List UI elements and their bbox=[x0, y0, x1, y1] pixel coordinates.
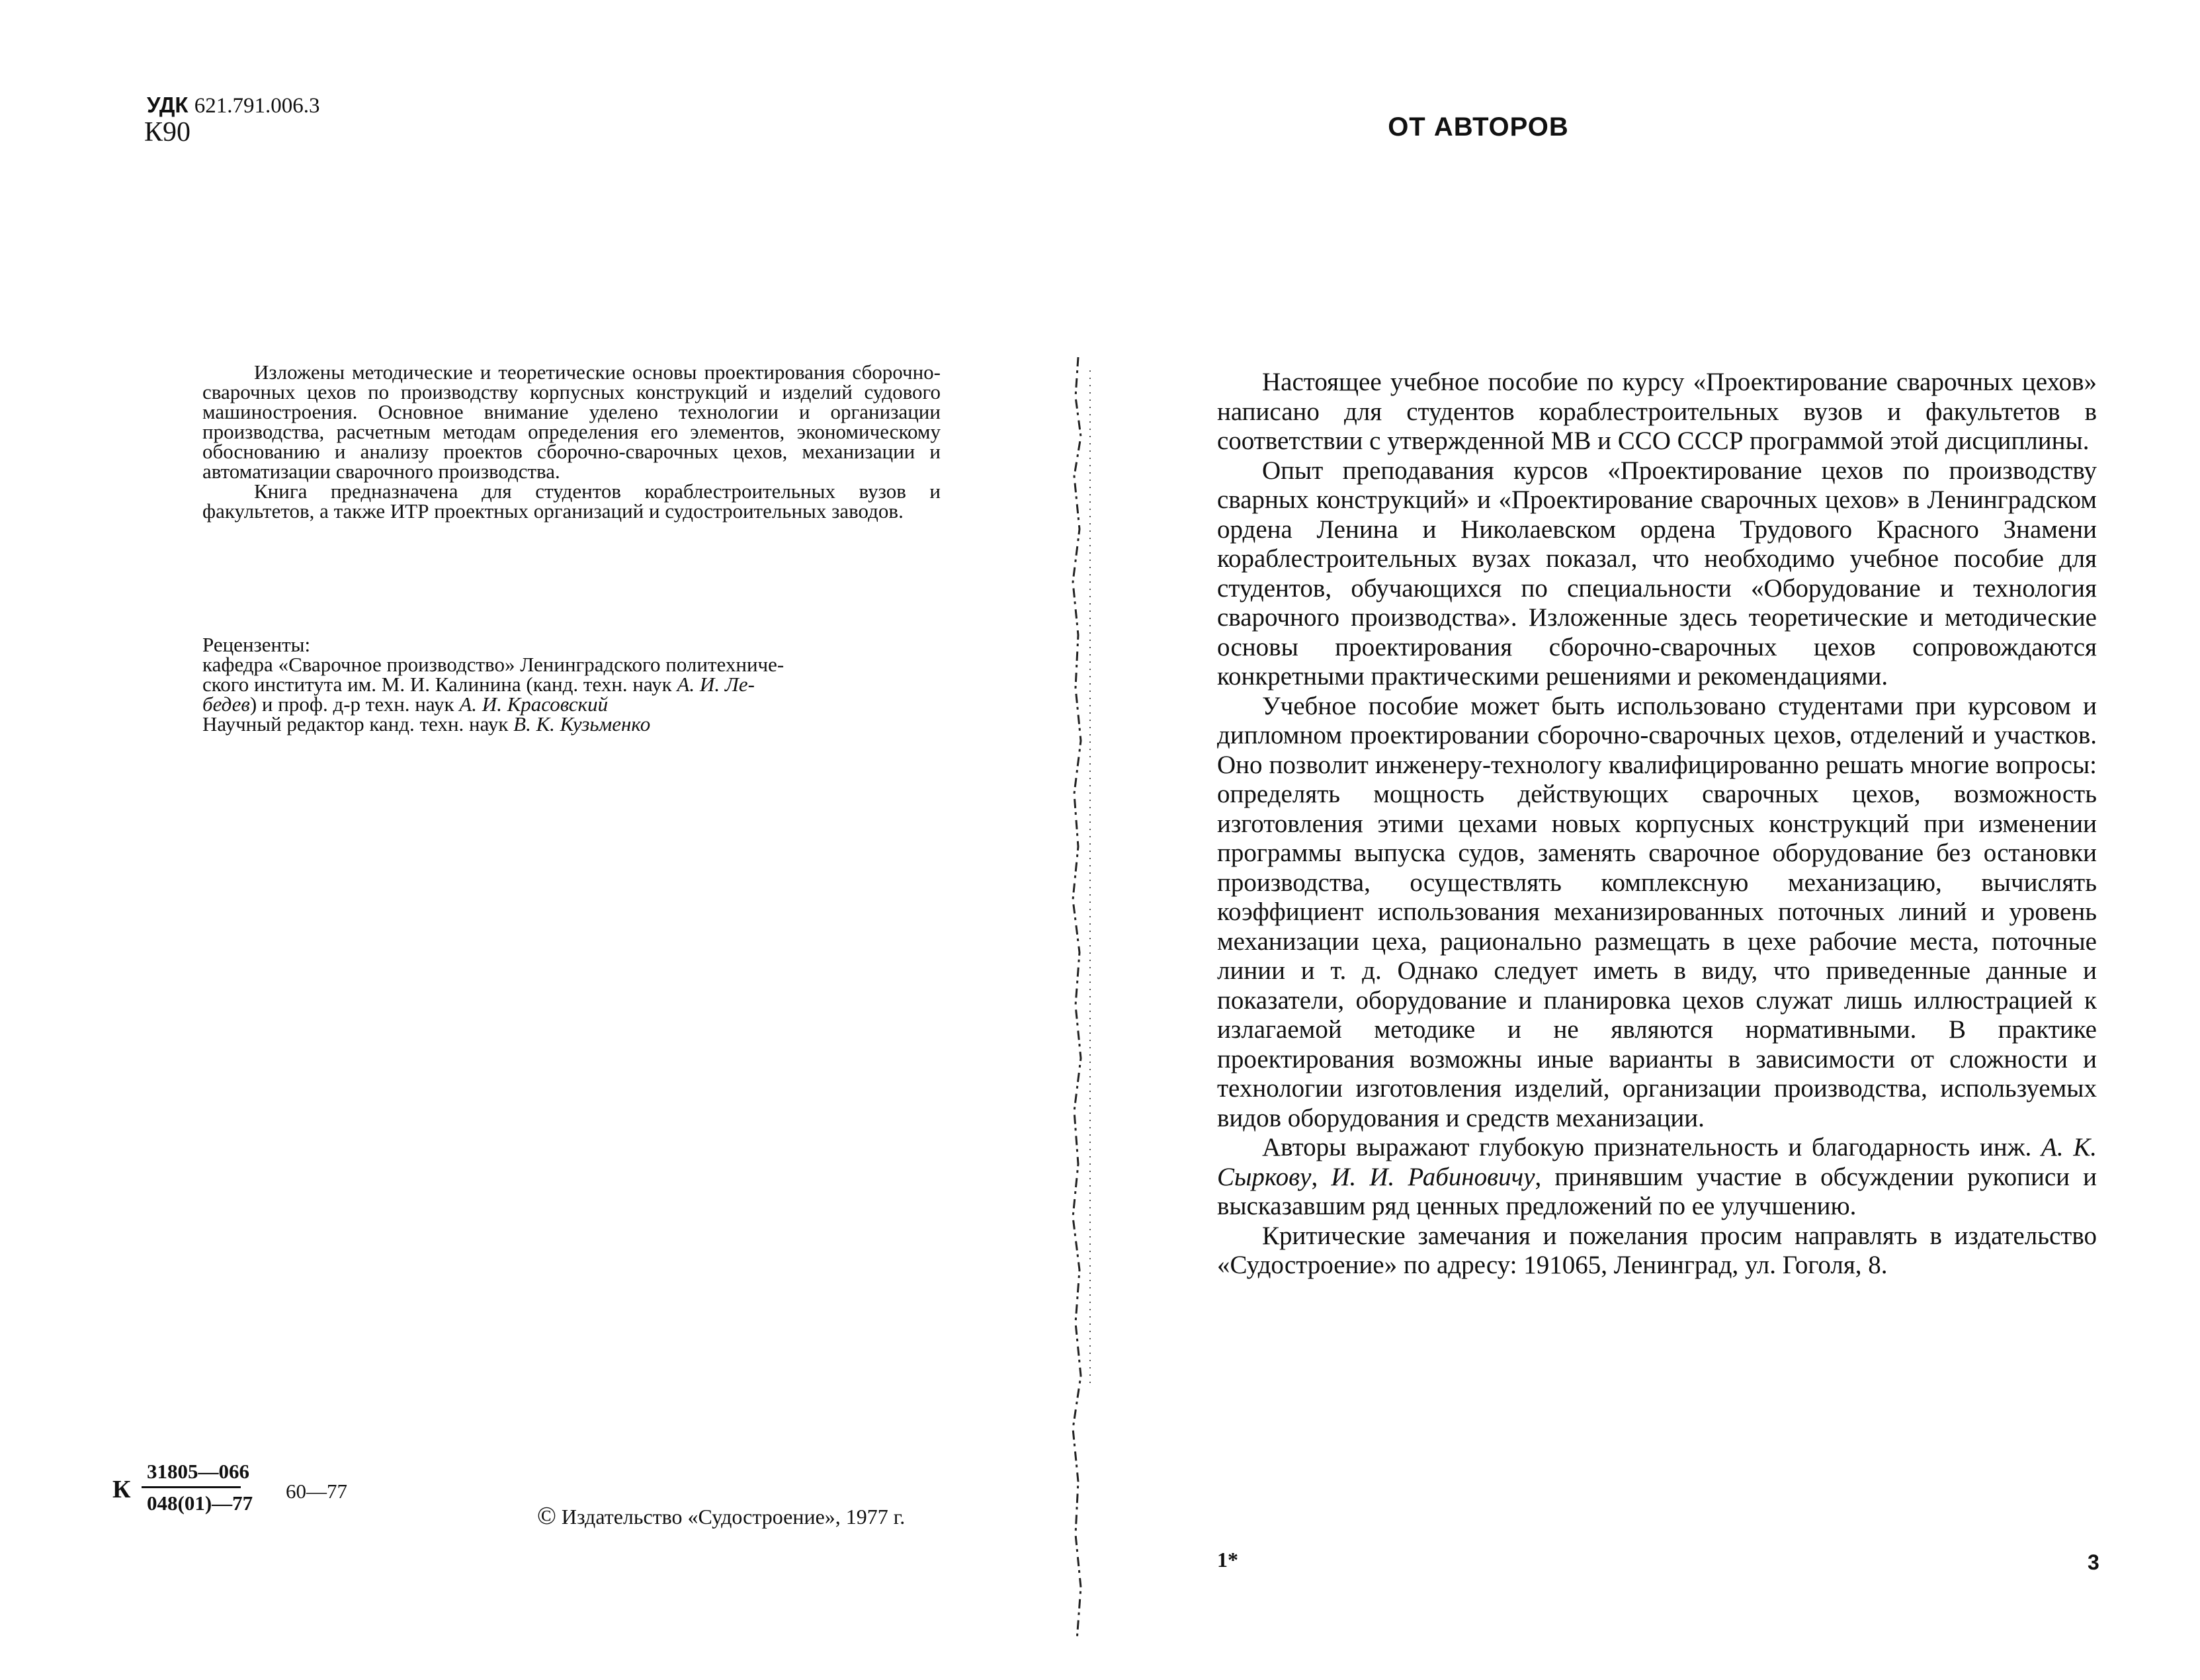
reviewer-text: ) и проф. д-р техн. наук bbox=[249, 693, 460, 716]
publication-index bbox=[112, 1452, 364, 1525]
reviewers-heading: Рецензенты: bbox=[202, 633, 311, 656]
thanks-name: А. К. Сыркову bbox=[1217, 1133, 2097, 1191]
scientific-editor-line bbox=[202, 714, 950, 734]
signature-mark: 1* bbox=[1217, 1548, 1238, 1572]
page-number: 3 bbox=[2088, 1550, 2099, 1574]
annotation-paragraph: Книга предназначена для студентов кораблестроительных вузов и факультетов, а также ИТР проектных организаций и судостроительных заводов. bbox=[202, 480, 941, 523]
thanks-separator: , bbox=[1311, 1162, 1332, 1191]
preface-paragraph: Учебное пособие может быть использовано студентами при курсовом и дипломном проектировании сборочно-сварочных цехов, отделений и участков. Оно позволит инженеру-технологу квалифицированно решать многие вопросы: определять мощность действующих сварочных цехов, возможность изготовления этими цехами новых корпусных конструкций при изменении программы выпуска судов, заменять сварочное оборудование без остановки производства, осуществлять комплексную механизацию, вычислять коэффициент использования механизированных поточных линий и уровень механизации цеха, рационально размещать в цехе рабочие места, поточные линии и т. д. Однако следует иметь в виду, что приведенные данные и показатели, оборудование и планировка цехов служат лишь иллюстрацией к излагаемой методике и не являются нормативными. В практике проектирования возможны иные варианты в зависимости от сложности и технологии изготовления изделий, организации производства, используемых видов оборудования и средств механизации. bbox=[1217, 691, 2097, 1132]
preface-title: ОТ АВТОРОВ bbox=[1388, 112, 1569, 142]
author-mark: К90 bbox=[144, 117, 191, 147]
preface-body bbox=[1217, 368, 2097, 1281]
annotation-paragraph: Изложены методические и теоретические основы проектирования сборочно-сварочных цехов по производству корпусных конструкций и изделий судового машиностроения. Основное внимание уделено технологии и организации производства, расчетным методам определения его элементов, экономическому обоснованию и анализу проектов сборочно-сварочных цехов, механизации и автоматизации сварочного производства. bbox=[202, 360, 941, 483]
editor-text: Научный редактор канд. техн. наук bbox=[202, 712, 514, 735]
index-price: 60—77 bbox=[286, 1480, 347, 1503]
copyright-symbol: © bbox=[537, 1502, 556, 1530]
copyright-line bbox=[537, 1501, 905, 1531]
reviewer-name: А. И. Ле- bbox=[677, 673, 755, 696]
preface-paragraph-closing: Критические замечания и пожелания просим направлять в издательство «Судостроение» по адресу: 191065, Ленинград, ул. Гоголя, 8. bbox=[1217, 1221, 2097, 1279]
preface-paragraph-thanks bbox=[1217, 1133, 2097, 1222]
copyright-text: Издательство «Судостроение», 1977 г. bbox=[561, 1505, 906, 1529]
fraction-bar bbox=[142, 1486, 241, 1488]
book-spine-gutter bbox=[1058, 0, 1105, 1680]
editor-name: В. К. Кузьменко bbox=[513, 712, 651, 735]
udc-code: 621.791.006.3 bbox=[194, 94, 320, 118]
reviewers-line bbox=[202, 694, 950, 714]
thanks-name: И. И. Рабиновичу bbox=[1331, 1162, 1535, 1191]
reviewers-line bbox=[202, 675, 950, 694]
thanks-text: , принявшим участие в обсуждении рукописи и высказавшим ряд ценных предложений по ее улучшению. bbox=[1217, 1162, 2097, 1220]
udc-label: УДК bbox=[147, 93, 189, 117]
gutter-edge bbox=[1073, 357, 1081, 1640]
reviewers-block bbox=[202, 635, 950, 734]
reviewer-text: ского института им. М. И. Калинина (канд. техн. наук bbox=[202, 673, 677, 696]
preface-paragraph: Настоящее учебное пособие по курсу «Проектирование сварочных цехов» написано для студентов кораблестроительных вузов и факультетов в соответствии с утвержденной МВ и ССО СССР программой этой дисциплины. bbox=[1217, 368, 2097, 455]
thanks-text: Авторы выражают глубокую признательность и благодарность инж. bbox=[1262, 1133, 2042, 1161]
index-letter: К bbox=[112, 1476, 131, 1503]
udc-classification bbox=[147, 93, 319, 118]
reviewer-name: бедев bbox=[202, 693, 250, 716]
index-denominator: 048(01)—77 bbox=[147, 1491, 253, 1515]
reviewers-line: кафедра «Сварочное производство» Ленинградского политехниче- bbox=[202, 653, 784, 676]
preface-paragraph: Опыт преподавания курсов «Проектирование цехов по производству сварных конструкций» и «Проектирование сварочных цехов» в Ленинградском ордена Ленина и Николаевском ордена Трудового Красного Знамени кораблестроительных вузах показал, что необходимо учебное пособие для студентов, обучающихся по специальности «Оборудование и технология сварочного производства». Изложенные здесь теоретические и методические основы проектирования сборочно-сварочных цехов сопровождаются конкретными практическими решениями и рекомендациями. bbox=[1217, 456, 2097, 691]
reviewer-name: А. И. Красовский bbox=[459, 693, 609, 716]
index-numerator: 31805—066 bbox=[147, 1460, 249, 1483]
annotation-block bbox=[202, 362, 941, 521]
